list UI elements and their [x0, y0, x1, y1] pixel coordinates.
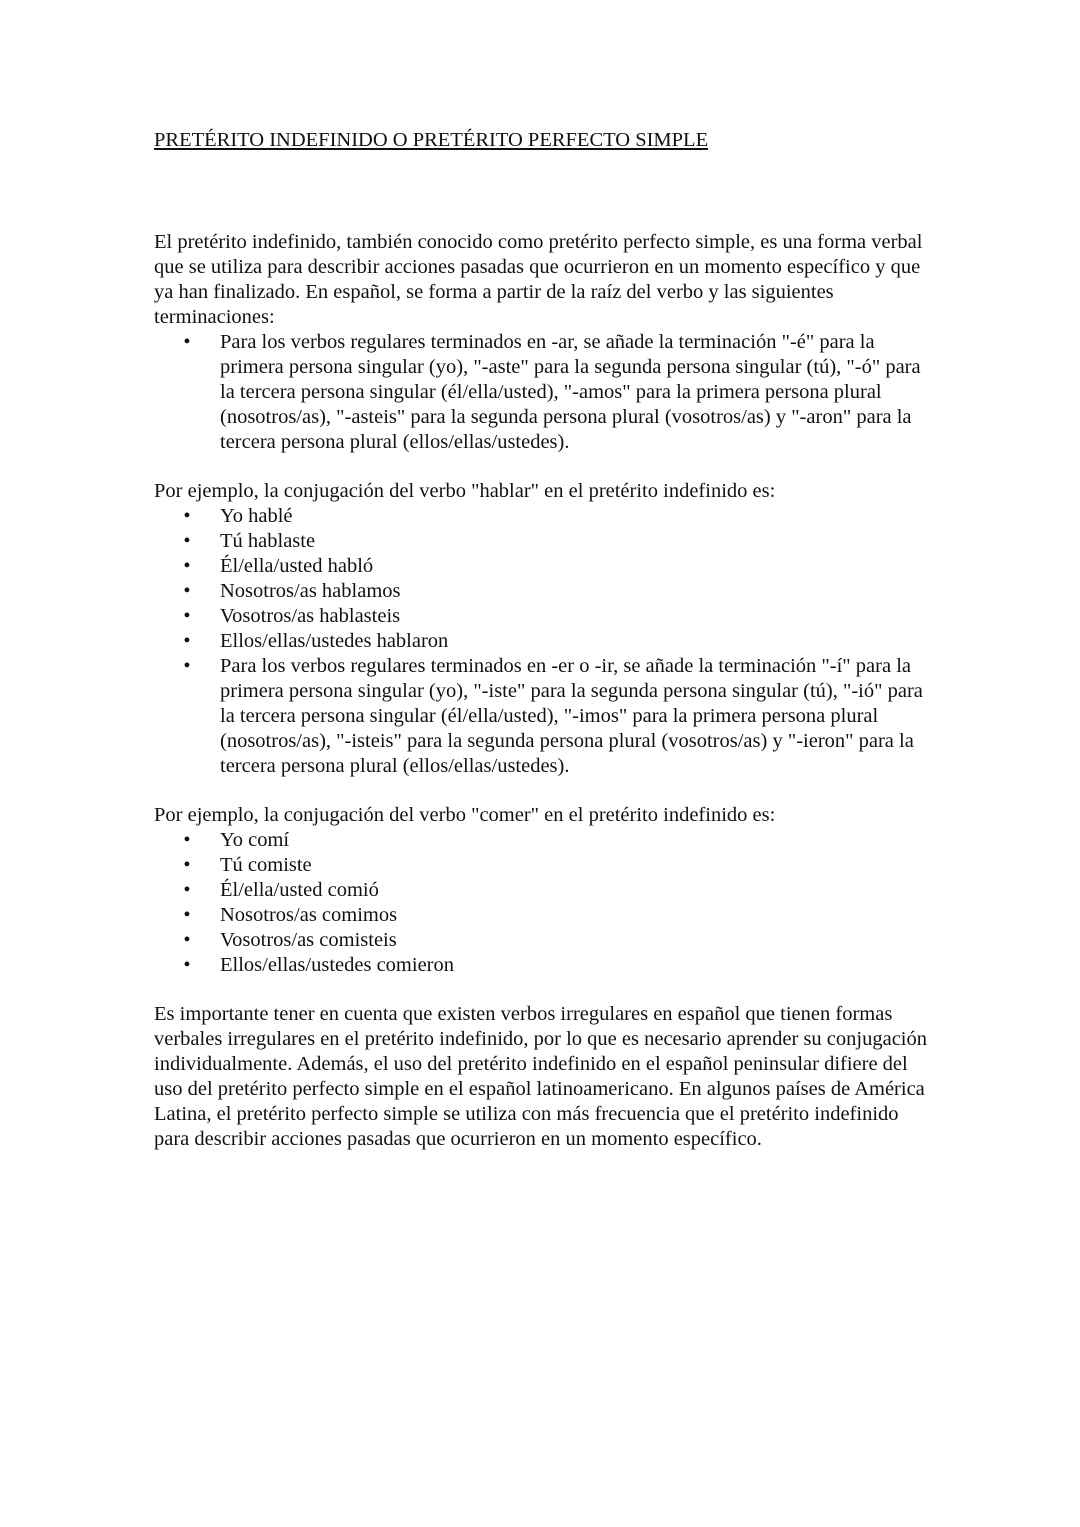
list-item-text: Ellos/ellas/ustedes hablaron [220, 630, 449, 652]
bullet-icon: • [183, 929, 191, 951]
list-item [154, 504, 934, 529]
bullet-icon: • [183, 505, 191, 527]
bullet-icon: • [183, 854, 191, 876]
bullet-icon: • [183, 630, 191, 652]
bullet-icon: • [183, 879, 191, 901]
list-item [154, 579, 934, 604]
list-item [154, 928, 934, 953]
list-item-text: Yo hablé [220, 505, 293, 527]
list-item [154, 330, 934, 455]
er-ir-rule-text: Para los verbos regulares terminados en -er o -ir, se añade la terminación "-í" para la primera persona singular (yo), "-iste" para la segunda persona singular (tú), "-ió" para la tercera persona singular (él/ella/usted), "-imos" para la primera persona plural (nosotros/as), "-isteis" para la segunda persona plural (vosotros/as) y "-ieron" para la tercera persona plural (ellos/ellas/ustedes). [220, 655, 923, 777]
ar-rule-list [154, 330, 934, 455]
list-item-text: Tú hablaste [220, 530, 316, 552]
document-title: PRETÉRITO INDEFINIDO O PRETÉRITO PERFECTO SIMPLE [154, 129, 709, 151]
bullet-icon: • [183, 655, 191, 677]
bullet-icon: • [183, 580, 191, 602]
list-item [154, 853, 934, 878]
list-item [154, 953, 934, 978]
ar-rule-text: Para los verbos regulares terminados en -ar, se añade la terminación "-é" para la primera persona singular (yo), "-aste" para la segunda persona singular (tú), "-ó" para la tercera persona singular (él/ella/usted), "-amos" para la primera persona plural (nosotros/as), "-asteis" para la segunda persona plural (vosotros/as) y "-aron" para la tercera persona plural (ellos/ellas/ustedes). [220, 331, 921, 453]
bullet-icon: • [183, 829, 191, 851]
list-item [154, 629, 934, 654]
list-item [154, 554, 934, 579]
bullet-icon: • [183, 530, 191, 552]
list-item-text: Yo comí [220, 829, 290, 851]
list-item-text: Nosotros/as hablamos [220, 580, 401, 602]
comer-example-intro: Por ejemplo, la conjugación del verbo "comer" en el pretérito indefinido es: [154, 804, 776, 826]
bullet-icon: • [183, 954, 191, 976]
closing-paragraph: Es importante tener en cuenta que existen verbos irregulares en español que tienen formas verbales irregulares en el pretérito indefinido, por lo que es necesario aprender su conjugación individualmente. Además, el uso del pretérito indefinido en el español peninsular difiere del uso del pretérito perfecto simple en el español latinoamericano. En algunos países de América Latina, el pretérito perfecto simple se utiliza con más frecuencia que el pretérito indefinido para describir acciones pasadas que ocurrieron en un momento específico. [154, 1003, 927, 1150]
bullet-icon: • [183, 331, 191, 353]
list-item [154, 903, 934, 928]
list-item-text: Vosotros/as hablasteis [220, 605, 401, 627]
hablar-example-intro: Por ejemplo, la conjugación del verbo "hablar" en el pretérito indefinido es: [154, 480, 776, 502]
list-item-text: Tú comiste [220, 854, 312, 876]
hablar-conjugation-list [154, 504, 934, 779]
list-item-text: Vosotros/as comisteis [220, 929, 397, 951]
list-item-text: Él/ella/usted comió [220, 879, 379, 901]
list-item [154, 529, 934, 554]
list-item [154, 654, 934, 779]
bullet-icon: • [183, 904, 191, 926]
list-item-text: Nosotros/as comimos [220, 904, 398, 926]
document-page [154, 128, 934, 1152]
list-item-text: Él/ella/usted habló [220, 555, 374, 577]
list-item [154, 604, 934, 629]
intro-paragraph: El pretérito indefinido, también conocido como pretérito perfecto simple, es una forma verbal que se utiliza para describir acciones pasadas que ocurrieron en un momento específico y que ya han finalizado. En español, se forma a partir de la raíz del verbo y las siguientes terminaciones: [154, 231, 923, 328]
bullet-icon: • [183, 605, 191, 627]
list-item [154, 828, 934, 853]
list-item-text: Ellos/ellas/ustedes comieron [220, 954, 454, 976]
list-item [154, 878, 934, 903]
comer-conjugation-list [154, 828, 934, 978]
bullet-icon: • [183, 555, 191, 577]
